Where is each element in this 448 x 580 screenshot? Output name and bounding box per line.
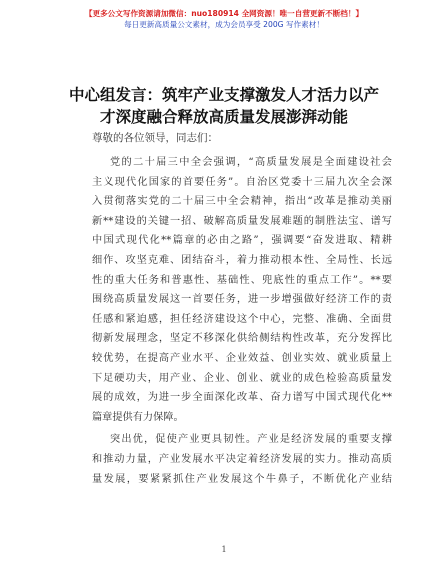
body-line: 围绕高质量发展这一首要任务，进一步增强做好经济工作的责 bbox=[92, 294, 392, 306]
page-number: 1 bbox=[221, 545, 227, 554]
title-line: 中心组发言：筑牢产业支撑激发人才活力以产 bbox=[68, 86, 379, 104]
body-line: 主义现代化国家的首要任务”。自治区党委十三届九次全会深 bbox=[92, 176, 392, 188]
body-line: 篇章提供有力保障。 bbox=[92, 411, 184, 423]
document-title bbox=[0, 84, 448, 128]
promo-banner-line-1: 【更多公文写作资源请加微信：nuo180914 全网资源！唯一自营更新不断档！】 bbox=[84, 9, 364, 18]
body-line: 彻新发展理念，坚定不移深化供给侧结构性改革，充分发挥比 bbox=[92, 333, 392, 345]
salutation: 尊敬的各位领导，同志们： bbox=[92, 132, 218, 144]
body-line: 突出优，促使产业更具韧性。产业是经济发展的重要支撑 bbox=[110, 434, 392, 446]
body-line: 量发展，要紧紧抓住产业发展这个牛鼻子，不断优化产业结 bbox=[92, 473, 392, 485]
body-line: 任感和紧迫感，担任经济建设这个中心，完整、准确、全面贯 bbox=[92, 313, 392, 325]
body-line: 下足硬功夫，用产业、企业、创业、就业的成色检验高质量发 bbox=[92, 372, 392, 384]
body-line: 较优势，在提高产业水平、企业效益、创业实效、就业质量上 bbox=[92, 352, 392, 364]
body-line: 党的二十届三中全会强调，“高质量发展是全面建设社会 bbox=[110, 157, 392, 168]
body-line: 性的重大任务和普惠性、基础性、兜底性的重点工作”。**要 bbox=[92, 274, 392, 286]
body-line: 新**建设的关键一招、破解高质量发展难题的制胜法宝、谱写 bbox=[92, 215, 392, 227]
body-line: 中国式现代化**篇章的必由之路”，强调要“奋发进取、精耕 bbox=[92, 235, 392, 247]
promo-banner bbox=[0, 8, 448, 30]
body-line: 入贯彻落实党的二十届三中全会精神，指出“改革是推动美丽 bbox=[92, 196, 392, 208]
body-line: 展的成效，为进一步全面深化改革、奋力谱写中国式现代化** bbox=[92, 392, 392, 404]
body-line: 细作、攻坚克难、团结奋斗，着力推动根本性、全局性、长远 bbox=[92, 254, 392, 266]
title-line: 才深度融合释放高质量发展澎湃动能 bbox=[99, 108, 348, 126]
promo-banner-line-2: 每日更新高质量公文素材，成为会员享受 200G 写作素材！ bbox=[124, 20, 324, 29]
body-line: 和推动力量，产业发展水平决定着经济发展的实力。推动高质 bbox=[92, 453, 392, 465]
document-body bbox=[92, 153, 392, 489]
